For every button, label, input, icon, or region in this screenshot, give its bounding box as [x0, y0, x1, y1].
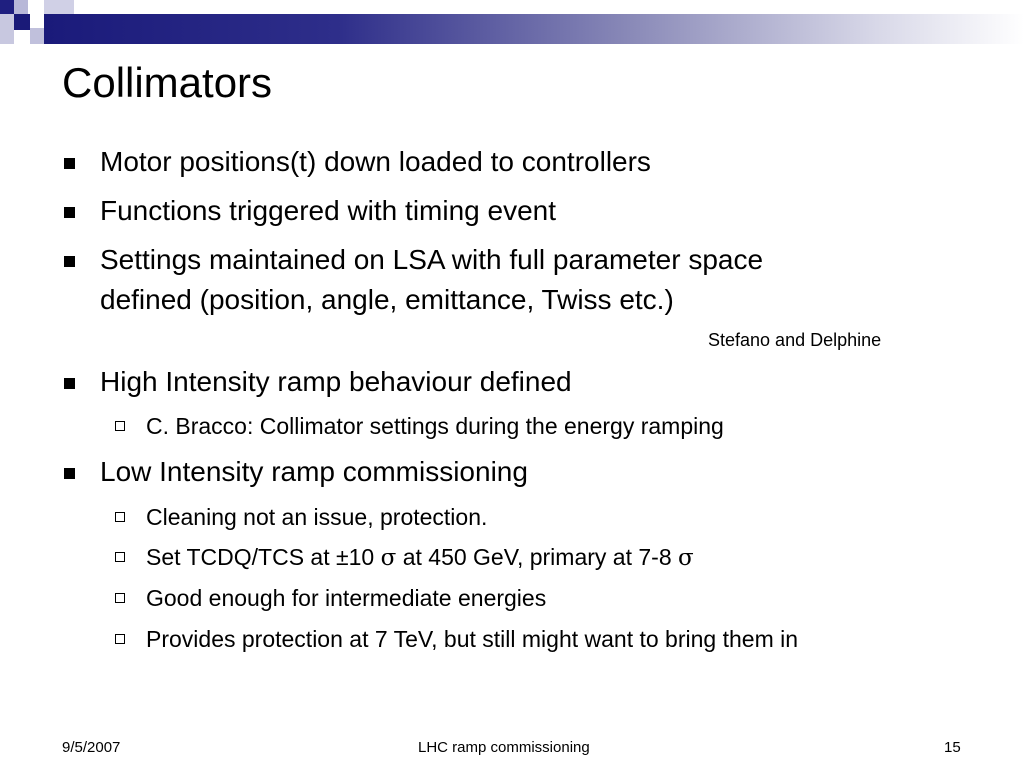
sub-bullet-text: Cleaning not an issue, protection. — [146, 504, 488, 530]
sub-bullet-text: Good enough for intermediate energies — [146, 585, 547, 611]
bullet-item — [100, 142, 960, 182]
footer-page-number: 15 — [944, 739, 961, 756]
bullet-item — [100, 362, 960, 402]
footer-date: 9/5/2007 — [62, 739, 121, 756]
hollow-square-bullet-icon — [115, 634, 125, 644]
sub-bullet-item — [146, 583, 1006, 613]
square-bullet-icon — [64, 468, 75, 479]
sub-bullet-text: at 450 GeV, primary at 7-8 — [396, 544, 678, 570]
sub-bullet-item — [146, 624, 1006, 654]
sub-bullet-text: Set TCDQ/TCS at ±10 — [146, 544, 381, 570]
sub-bullet-item — [146, 502, 1006, 532]
sub-bullet-item — [146, 411, 1006, 441]
bullet-text: defined (position, angle, emittance, Twiss etc.) — [100, 284, 674, 315]
bullet-item — [100, 452, 960, 492]
sigma-symbol: σ — [678, 545, 694, 571]
footer-title: LHC ramp commissioning — [418, 739, 590, 756]
square-bullet-icon — [64, 378, 75, 389]
square-bullet-icon — [64, 158, 75, 169]
credit-text: Stefano and Delphine — [708, 330, 882, 350]
sigma-symbol: σ — [380, 545, 397, 571]
bullet-text: High Intensity ramp behaviour defined — [100, 366, 572, 397]
hollow-square-bullet-icon — [115, 593, 125, 603]
hollow-square-bullet-icon — [115, 421, 125, 431]
hollow-square-bullet-icon — [115, 512, 125, 522]
bullet-text: Low Intensity ramp commissioning — [100, 456, 528, 487]
bullet-text: Settings maintained on LSA with full parameter space — [100, 244, 764, 275]
bullet-item — [100, 191, 960, 231]
bullet-item — [100, 240, 960, 320]
sub-bullet-text: C. Bracco: Collimator settings during the energy ramping — [146, 413, 724, 439]
bullet-text: Motor positions(t) down loaded to controllers — [100, 146, 651, 177]
sub-bullet-text: Provides protection at 7 TeV, but still might want to bring them in — [146, 626, 799, 652]
slide-title: Collimators — [62, 59, 273, 106]
square-bullet-icon — [64, 256, 75, 267]
square-bullet-icon — [64, 207, 75, 218]
hollow-square-bullet-icon — [115, 552, 125, 562]
sub-bullet-item — [146, 542, 1006, 573]
bullet-text: Functions triggered with timing event — [100, 195, 556, 226]
